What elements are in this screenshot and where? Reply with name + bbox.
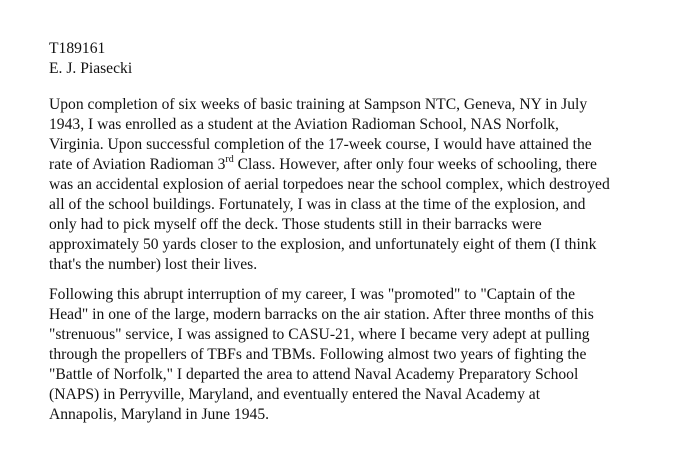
paragraph-line: (NAPS) in Perryville, Maryland, and eventually entered the Naval Academy at bbox=[49, 386, 541, 403]
paragraph-line: Upon completion of six weeks of basic training at Sampson NTC, Geneva, NY in July bbox=[49, 96, 588, 113]
paragraph-line: "Battle of Norfolk," I departed the area to attend Naval Academy Preparatory School bbox=[49, 366, 579, 383]
paragraph-line: only had to pick myself off the deck. Those students still in their barracks were bbox=[49, 216, 542, 233]
author-name: E. J. Piasecki bbox=[49, 60, 133, 77]
paragraph-line: all of the school buildings. Fortunately, I was in class at the time of the explosion, and bbox=[49, 196, 586, 213]
line-text: rate of Aviation Radioman 3 bbox=[49, 156, 226, 173]
paragraph-line: Head" in one of the large, modern barracks on the air station. After three months of this bbox=[49, 306, 594, 323]
paragraph-line: 1943, I was enrolled as a student at the Aviation Radioman School, NAS Norfolk, bbox=[49, 116, 559, 133]
paragraph-line: was an accidental explosion of aerial torpedoes near the school complex, which destroyed bbox=[49, 176, 610, 193]
paragraph-line: Annapolis, Maryland in June 1945. bbox=[49, 406, 270, 423]
paragraph-line: that's the number) lost their lives. bbox=[49, 256, 258, 273]
document-header bbox=[49, 39, 132, 79]
paragraph-line: through the propellers of TBFs and TBMs. Following almost two years of fighting the bbox=[49, 346, 587, 363]
paragraph-line: Virginia. Upon successful completion of the 17-week course, I would have attained the bbox=[49, 136, 592, 153]
paragraph-line bbox=[49, 155, 610, 175]
paragraph-line: Following this abrupt interruption of my career, I was "promoted" to "Captain of the bbox=[49, 286, 576, 303]
line-text: Class. However, after only four weeks of schooling, there bbox=[233, 156, 597, 173]
paragraph-2 bbox=[49, 285, 594, 425]
ordinal-superscript: rd bbox=[225, 153, 234, 165]
paragraph-line: "strenuous" service, I was assigned to CASU-21, where I became very adept at pulling bbox=[49, 326, 590, 343]
paragraph-1 bbox=[49, 95, 610, 275]
paragraph-line: approximately 50 yards closer to the explosion, and unfortunately eight of them (I think bbox=[49, 236, 597, 253]
document-id: T189161 bbox=[49, 40, 106, 57]
